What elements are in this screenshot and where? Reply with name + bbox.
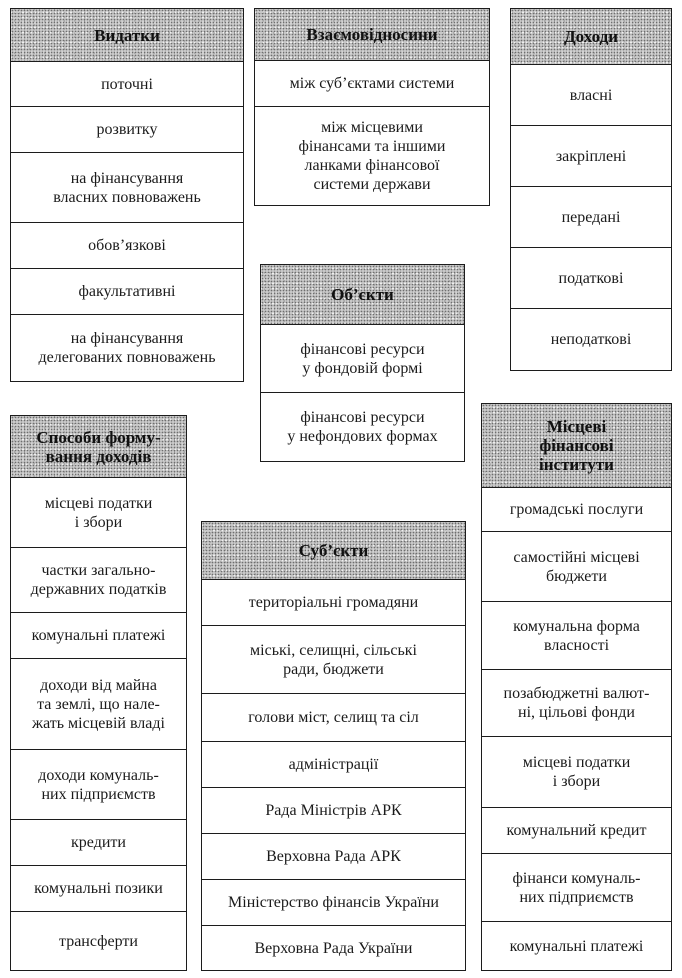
block-vzaiemovidnosyny-item: між суб’єктами системи xyxy=(255,61,489,107)
block-dokhody-item: неподаткові xyxy=(550,331,632,348)
block-subiekty-item: територіальні громадяни xyxy=(202,580,465,626)
block-sposoby-title: Способи форму- вання доходів xyxy=(36,427,161,466)
block-sposoby-item: комунальні платежі xyxy=(11,613,186,659)
block-vzaiemovidnosyny-title: Взаємовідносини xyxy=(306,25,438,44)
block-vydatky xyxy=(10,8,244,382)
block-sposoby-item: кредити xyxy=(11,820,186,866)
block-dokhody-item: закріплені xyxy=(511,126,671,187)
block-instytuty xyxy=(481,403,672,971)
block-vydatky-title: Видатки xyxy=(94,25,160,45)
block-instytuty-item: самостійні місцеві бюджети xyxy=(482,532,671,602)
block-sposoby-item: місцеві податки і збори xyxy=(11,478,186,548)
block-subiekty-item: Верховна Рада України xyxy=(254,939,413,957)
block-subiekty-item: голови міст, селищ та сіл xyxy=(202,694,465,742)
block-subiekty-header xyxy=(202,522,465,580)
block-subiekty-item: Рада Міністрів АРК xyxy=(202,788,465,834)
block-instytuty-item: фінанси комуналь- них підприємств xyxy=(482,854,671,922)
block-vydatky-item: факультативні xyxy=(11,269,243,315)
block-vzaiemovidnosyny-item: між місцевими фінансами та іншими ланками фінансової системи держави xyxy=(298,119,446,193)
block-dokhody xyxy=(510,8,672,371)
block-subiekty-item: міські, селищні, сільські ради, бюджети xyxy=(202,626,465,694)
block-instytuty-item: громадські послуги xyxy=(482,488,671,532)
block-obiekty-title: Об’єкти xyxy=(331,285,394,304)
block-obiekty-header xyxy=(261,265,464,325)
block-vydatky-item: на фінансування делегованих повноважень xyxy=(38,330,216,366)
block-sposoby-item: частки загально- державних податків xyxy=(11,548,186,613)
block-sposoby-item: доходи комуналь- них підприємств xyxy=(11,750,186,820)
block-vzaiemovidnosyny xyxy=(254,8,490,206)
block-dokhody-title: Доходи xyxy=(563,27,619,46)
block-dokhody-item: власні xyxy=(511,65,671,126)
block-instytuty-item: позабюджетні валют- ні, цільові фонди xyxy=(482,670,671,737)
block-vydatky-item: обов’язкові xyxy=(11,223,243,269)
block-instytuty-title: Місцеві фінансові інститути xyxy=(539,417,614,474)
block-instytuty-item: комунальна форма власності xyxy=(482,602,671,670)
block-vydatky-header xyxy=(11,9,243,62)
block-instytuty-item: комунальні платежі xyxy=(509,937,644,955)
block-dokhody-item: передані xyxy=(511,187,671,248)
block-obiekty-item: фінансові ресурси у нефондових формах xyxy=(287,409,438,445)
block-sposoby-item: доходи від майна та землі, що нале- жать місцевій владі xyxy=(11,659,186,750)
block-sposoby-item: трансферти xyxy=(59,932,138,950)
block-instytuty-item: комунальний кредит xyxy=(482,808,671,854)
block-subiekty xyxy=(201,521,466,971)
block-vydatky-item: розвитку xyxy=(11,107,243,153)
block-vzaiemovidnosyny-header xyxy=(255,9,489,61)
block-subiekty-item: Міністерство фінансів України xyxy=(202,880,465,926)
block-dokhody-header xyxy=(511,9,671,65)
block-vydatky-item: на фінансування власних повноважень xyxy=(11,153,243,223)
block-sposoby-item: комунальні позики xyxy=(11,866,186,912)
block-sposoby xyxy=(10,415,187,971)
block-obiekty-item: фінансові ресурси у фондовій формі xyxy=(261,325,464,393)
block-vydatky-item: поточні xyxy=(11,62,243,107)
block-subiekty-title: Суб’єкти xyxy=(298,541,369,560)
block-instytuty-item: місцеві податки і збори xyxy=(482,737,671,808)
block-subiekty-item: адміністрації xyxy=(202,742,465,788)
block-sposoby-header xyxy=(11,416,186,478)
block-subiekty-item: Верховна Рада АРК xyxy=(202,834,465,880)
block-instytuty-header xyxy=(482,404,671,488)
block-dokhody-item: податкові xyxy=(511,248,671,309)
block-obiekty xyxy=(260,264,465,462)
